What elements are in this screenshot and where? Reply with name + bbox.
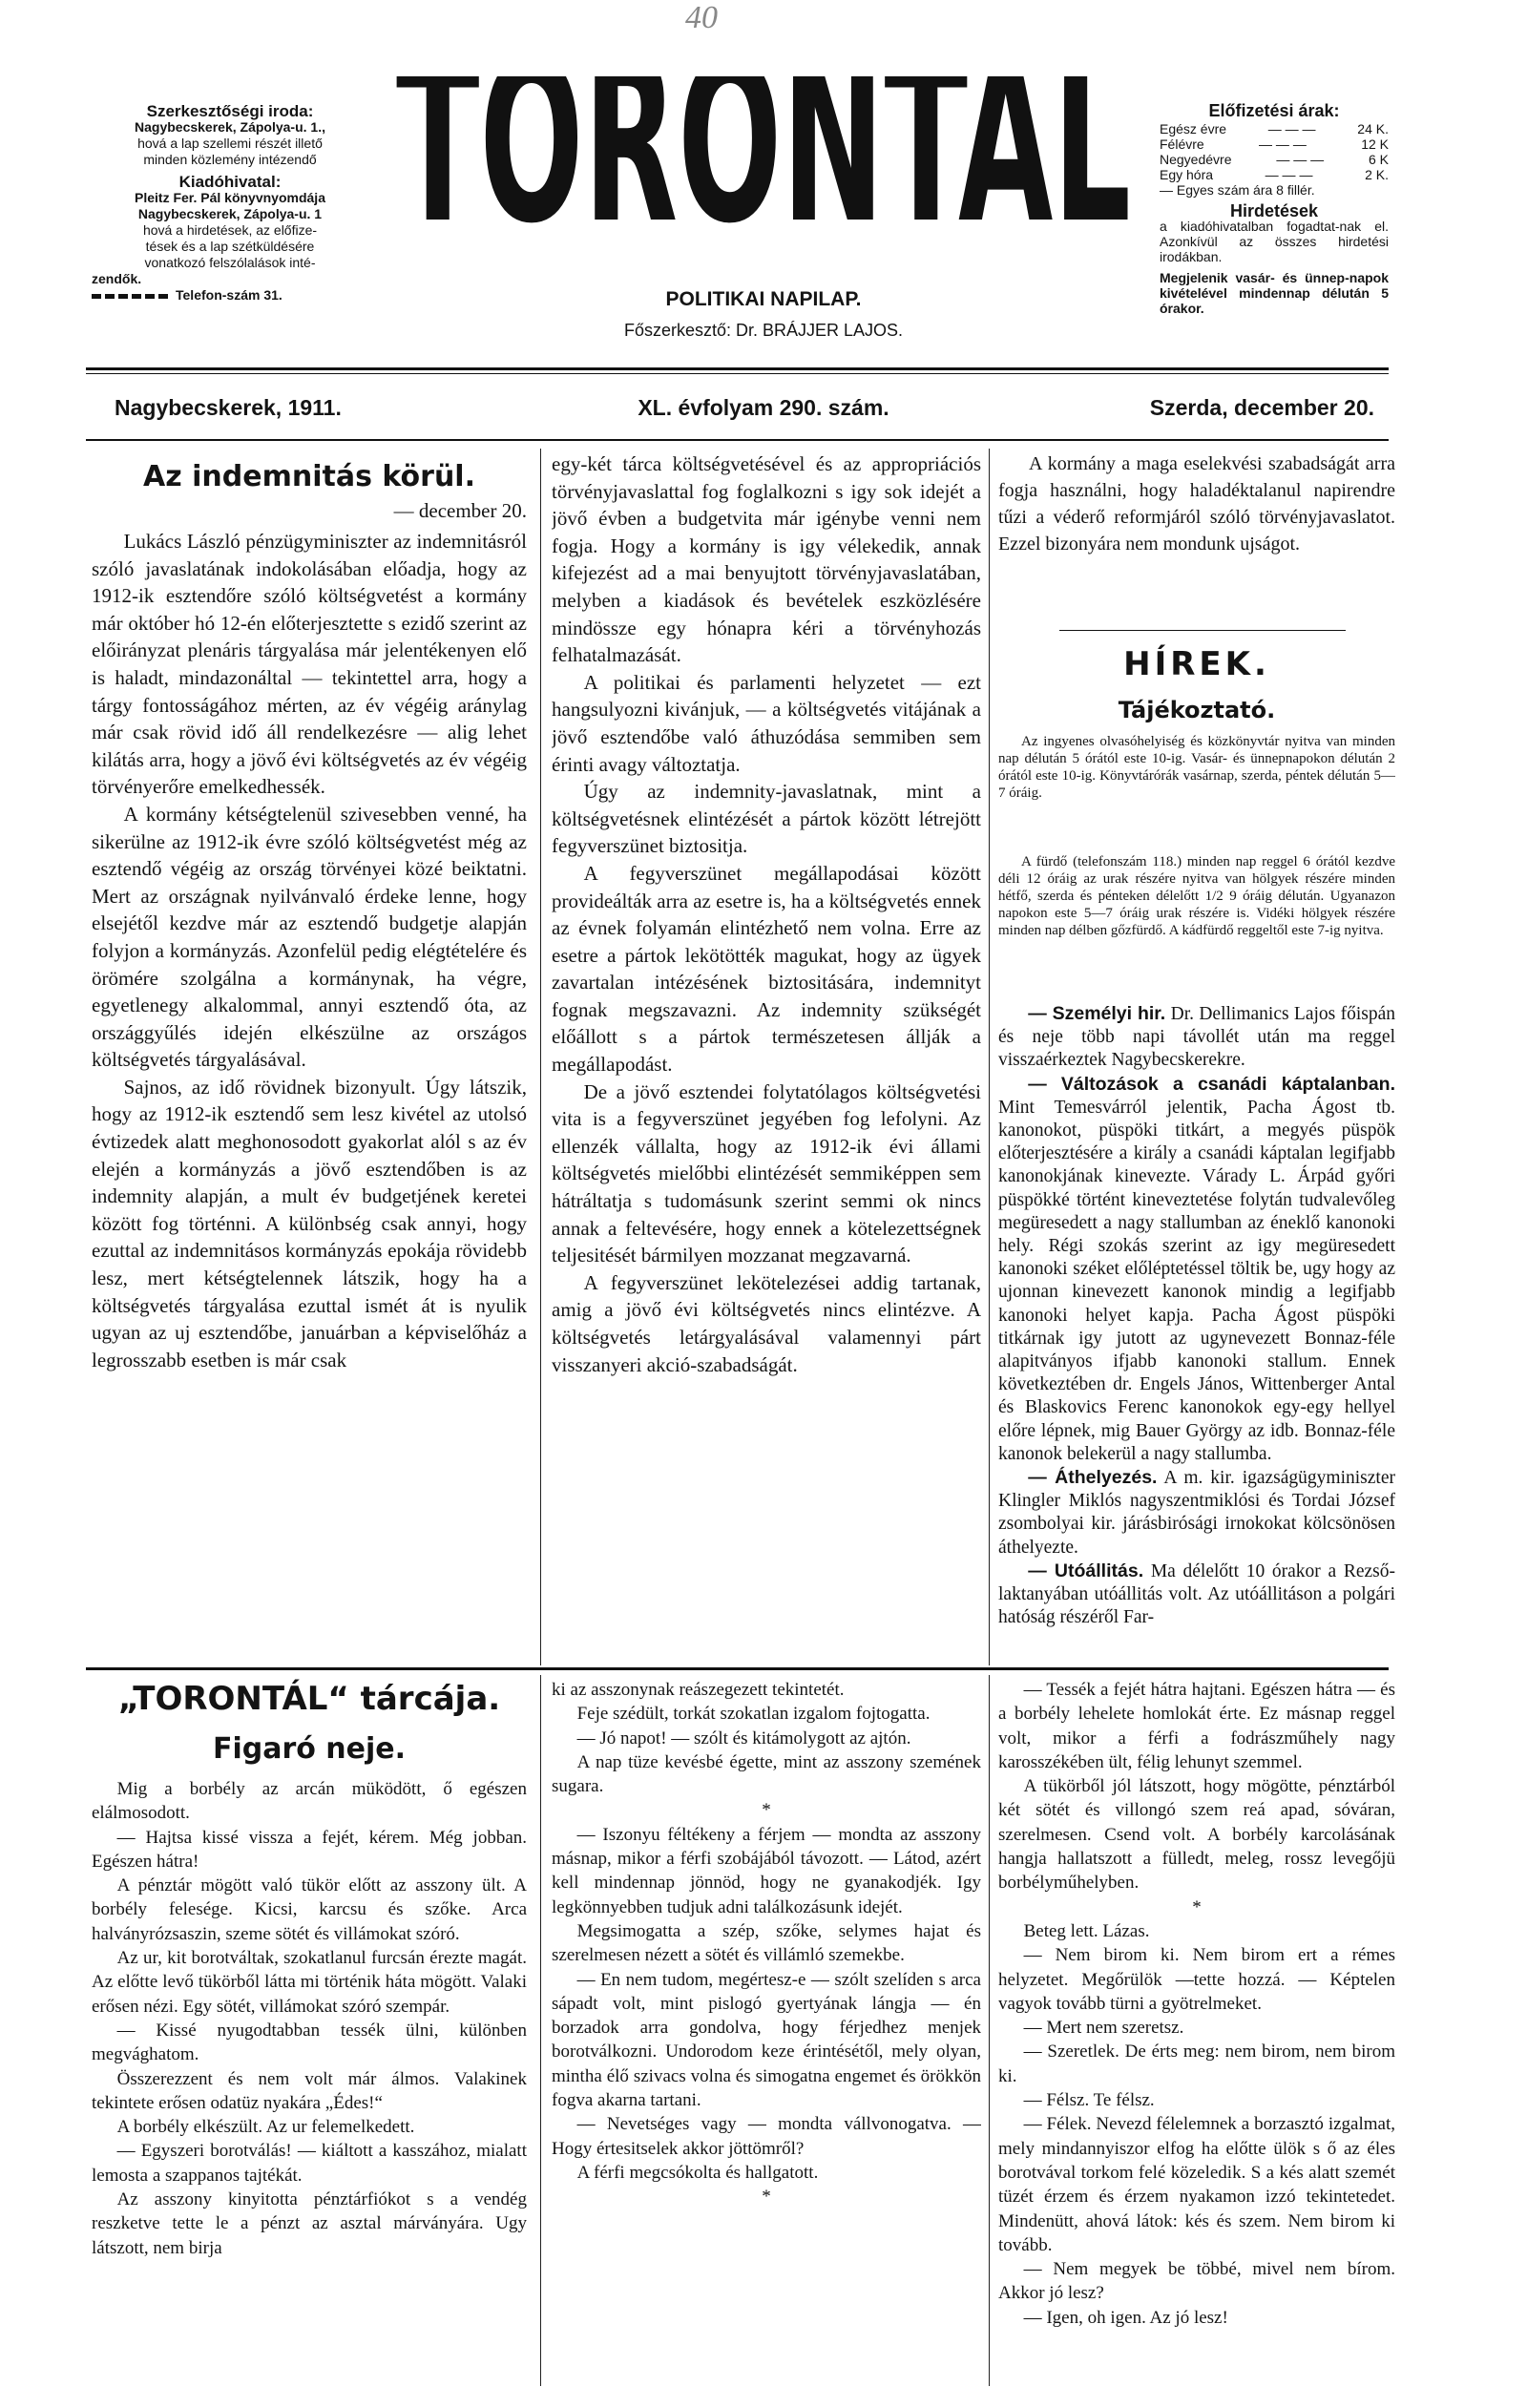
paragraph: — Iszonyu féltékeny a férjem — mondta az asszony másnap, mikor a férfi szobájából távozott. — Látod, azért kell mindennap jönnöd, hogy ne gyanakodjék. Igy legkönnyebben tudjuk adni találkozásunk idejét.	[552, 1824, 981, 1917]
feuilleton-title: Figaró neje.	[212, 1732, 407, 1766]
price-label: Egész évre	[1160, 121, 1227, 136]
publisher-line-5: vonatkozó felszólalások inté-	[144, 255, 316, 270]
ads-title: Hirdetések	[1229, 201, 1319, 220]
feuilleton-column-3	[998, 1678, 1395, 2394]
article-column-1	[92, 528, 527, 1644]
column-rule	[989, 1675, 990, 2386]
paragraph: A pénztár mögött való tükör előtt az asszony ült. A borbély felesége. Kicsi, karcsu és szőke. Arca halványrózsaszin, szeme sötét és villámokat szóró.	[92, 1875, 527, 1944]
feuilleton-column-2	[552, 1678, 981, 2394]
publisher-line-2: Nagybecskerek, Zápolya-u. 1	[137, 206, 323, 221]
news-item-head: — Személyi hir.	[1028, 1003, 1166, 1024]
subscription-box	[1160, 103, 1389, 316]
office-desc-2: minden közlemény intézendő	[143, 152, 317, 167]
news-item	[998, 1466, 1395, 1560]
price-row: Egy hóra — — — 2 K.	[1160, 167, 1389, 182]
publisher-line-6: zendők.	[92, 271, 142, 286]
column-rule	[540, 1675, 541, 2386]
paragraph: — Jó napot! — szólt és kitámolygott az ajtón.	[576, 1727, 911, 1748]
paragraph: A politikai és parlamenti helyzetet — ezt hangsulyozni kivánjuk, — a költségvetés vitájának a jövő esztendőbe való áthuzódása semmiben sem érinti avagy változtatja.	[552, 670, 981, 776]
paragraph: Az ur, kit borotváltak, szokatlanul furcsán érezte magát. Az előtte levő tükörből látta mi történik háta mögött. Valaki erősen nézi. Egy sötét, villámokat szóró szempár.	[92, 1948, 527, 2017]
paragraph: — Hajtsa kissé vissza a fejét, kérem. Még jobban. Egészen hátra!	[92, 1827, 527, 1872]
paragraph: Megsimogatta a szép, szőke, selymes hajat és szerelmesen nézett a sötét és villámló szemekbe.	[552, 1920, 981, 1966]
paragraph: A kormány a maga eselekvési szabadságát arra fogja használni, hogy haladéktalanul napirendre tűzi a véderő reformjáról szóló törvényjavaslatot. Ezzel bizonyára nem mondunk ujságot.	[998, 453, 1395, 555]
news-item-text: Mint Temesvárról jelentik, Pacha Ágost tb. kanonokot, püspöki titkárt, a megyés püspök előterjesztésére a király a csanádi káptalan legifjabb kanonokjának kinevezte. Várady L. Árpád győri püspökké történt kineveztetése folytán tudvalevőleg megüresedett a nagy stallumban az éneklő kanonoki hely. Régi szokás szerint az igy megüresedett kanonoki széket előléptetéssel töltik be, ugy hogy az ujonnan kinevezett kanonok mindig a legifjabb kanonoki helyet kapja. Pacha Ágost püspöki titkárnak igy jutott az ugynevezett Bonnaz-féle alapitványos ifjabb kanonoki stallum. Ennek következtében dr. Engels János, Wittenberger Antal és Blaskovics Ferenc kanonokok egy-egy hellyel előre lépnek, mig Bauer György az idb. Bonnaz-féle kanonok belekerül a nagy stallumba.	[998, 1097, 1395, 1464]
article-column-2	[552, 450, 981, 1682]
price-label: Félévre	[1160, 136, 1204, 152]
news-item-text: Dr. Dellimanics Lajos főispán és neje több napi távollét után ma reggel visszaérkeztek Nagybecskerekre.	[998, 1004, 1395, 1071]
decor-rule	[92, 294, 168, 299]
news-rule-top	[1059, 630, 1346, 631]
price-row: Negyedévre — — — 6 K	[1160, 152, 1389, 167]
paragraph: — Egyszeri borotválás! — kiáltott a kasszához, mialatt lemosta a szappanos tajtékát.	[92, 2141, 527, 2186]
info-bath	[998, 853, 1395, 985]
paragraph: A férfi megcsókolta és hallgatott.	[576, 2162, 819, 2183]
feuilleton-rule	[86, 1667, 1389, 1670]
paragraph: A borbély elkészült. Az ur felemelkedett.	[116, 2117, 415, 2138]
header-rule-thin	[86, 373, 1389, 374]
price-label: Negyedévre	[1160, 152, 1232, 167]
section-break: *	[762, 1800, 771, 1821]
header-stamp: 40	[685, 0, 718, 35]
paragraph: — Nem megyek be többé, mivel nem bírom. Akkor jó lesz?	[998, 2259, 1395, 2304]
column-rule	[989, 449, 990, 1665]
dateline-rule	[86, 439, 1389, 441]
paragraph: A fegyverszünet lekötelezései addig tartanak, amig a jövő évi költségvetés nincs elintézve. A költségvetés letárgyalásával valamennyi párt visszanyeri akció-szabadságát.	[552, 1270, 981, 1376]
masthead-subtitle: POLITIKAI NAPILAP.	[665, 288, 862, 310]
news-items	[998, 1002, 1395, 1651]
paragraph: De a jövő esztendei folytatólagos költségvetési vita is a fegyverszünet jegyében fog lefolyni. Az ellenzék vállalta, hogy az 1912-ik évi állami költségvetés mielőbbi elintézését semmiképpen sem hátráltatja s tudomásunk szerint semmi ok nincs annak a feltevésére, hogy ennek a kötelezettségnek teljesitését bármilyen mozzanat megzavarná.	[552, 1079, 981, 1267]
paragraph: — Félek. Nevezd félelemnek a borzasztó izgalmat, mely mindannyiszor elfog ha előtte ülök s ő az éles borotvával torkom felé közeledik. S a kés alatt szemét tüzét érzem és érzem nyakamon izzó tekintetedet. Mindenütt, ahová látok: kés és szem. Nem birom ki tovább.	[998, 2114, 1395, 2255]
paragraph: A tükörből jól látszott, hogy mögötte, pénztárból két sötét és villongó szem reá apad, sóváran, szerelmesen. Csend volt. A borbély karcolásának hangja hallatszott a fülledt, meleg, rossz levegőjü borbélyműhelyben.	[998, 1776, 1395, 1894]
paragraph: — Nem birom ki. Nem birom ert a rémes helyzetet. Megőrülök —tette hozzá. — Képtelen vagyok tovább türni a gyötrelmeket.	[998, 1945, 1395, 2014]
price-label: Egy hóra	[1160, 167, 1214, 182]
price-value: 2 K.	[1365, 167, 1389, 182]
article-column-3	[998, 450, 1395, 594]
header-rule	[86, 367, 1389, 370]
paragraph: egy-két tárca költségvetésével és az appropriációs törvényjavaslattal fog foglalkozni s igy sok idejét a jövő évben a budgetvita már igénybe venni nem fogja. Hogy a kormány is igy vélekedik, annak kifejezést ad a mai benyujtott törvényjavaslatában, melyben a kiadások és bevételek eszközlésére mindössze egy hónapra kéri a törvényhozás felhatalmazását.	[552, 452, 981, 667]
paragraph: — Mert nem szeretsz.	[1023, 2018, 1184, 2039]
paragraph: Beteg lett. Lázas.	[1023, 1920, 1150, 1941]
paragraph: — Tessék a fejét hátra hajtani. Egészen hátra — és a borbély lehelete homlokát érte. Ez másnap reggel volt, mikor a férfi a fodrászműhely nagy karosszékében ült, félig lehunyt szemmel.	[998, 1680, 1395, 1772]
editorial-office-box	[92, 103, 368, 304]
news-item	[998, 1560, 1395, 1630]
publisher-line-1: Pleitz Fer. Pál könyvnyomdája	[135, 190, 325, 205]
info-library-text: Az ingyenes olvasóhelyiség és közkönyvtár nyitva van minden nap délután 5 órától este 10-ig. Vasár- és ünnepnapokon délután 2 órától este 10-ig. Könyvtárórák vasárnap, szerda, péntek délután 5—7 óráig.	[998, 734, 1395, 801]
price-value: 12 K	[1361, 136, 1389, 152]
news-item-text: A m. kir. igazságügyminiszter Klingler Miklós nagyszentmiklósi és Tordai József zsombolyai kir. járásbirósági irnokokat kölcsönösen áthelyezte.	[998, 1468, 1395, 1558]
paragraph: — Kissé nyugodtabban tessék ülni, különben megvághatom.	[92, 2020, 527, 2065]
price-row: Egész évre — — — 24 K.	[1160, 121, 1389, 136]
paragraph: Úgy az indemnity-javaslatnak, mint a költségvetésnek elintézését a pártok között létrejött fegyverszünet biztositja.	[552, 780, 981, 858]
paragraph: ki az asszonynak reászegezett tekintetét.	[552, 1680, 845, 1700]
masthead	[382, 76, 1145, 282]
info-bath-text: A fürdő (telefonszám 118.) minden nap reggel 6 órától kezdve déli 12 óráig az urak részére nyitva van hölgyek részére minden hétfő, szerda és pénteken délelőtt 1/2 9 óráig délután. Ugyanazon napokon este 5—7 óráig urak részére is. Vidéki hölgyek részére minden nap délben gőzfürdő. A kádfürdő reggeltől este 7-ig nyitva.	[998, 854, 1395, 938]
dateline-place: Nagybecskerek, 1911.	[115, 395, 342, 420]
paragraph: A nap tüze kevésbé égette, mint az asszony szemének sugara.	[552, 1751, 981, 1797]
dateline-date: Szerda, december 20.	[1149, 395, 1374, 420]
editor-in-chief: Főszerkesztő: Dr. BRÁJJER LAJOS.	[623, 321, 904, 340]
paragraph: A fegyverszünet megállapodásai között provideálták arra az esetre is, ha a költségvetés ennek az évnek folyamán elintézhető nem volna. Erre az esetre a pártok lekötötték magukat, hogy az ügyek zavartalan intézésének biztositására, indemnityt fognak megszavazni. Az indemnity szükségét előállott s a pártok természetesen állják a megállapodást.	[552, 861, 981, 1077]
article-dateline: — december 20.	[393, 499, 527, 522]
publication-schedule: Megjelenik vasár- és ünnep-napok kivételével mindennap délután 5 órakor.	[1160, 270, 1389, 316]
paragraph: Összerezzent és nem volt már álmos. Valakinek tekintete erősen odatüz nyakára „Édes!“	[92, 2068, 527, 2113]
subscription-title: Előfizetési árak:	[1208, 101, 1340, 120]
paragraph: — En nem tudom, megértesz-e — szólt szelíden s arca sápadt volt, mint pislogó gyertyának lángja — én borzadok arra gondolva, hogy férjedhez menjek borotválkozni. Undorodom keze érintésétől, mely olyan, mintha élő szivacs volna és simogatna engemet és örökkön fogva akarna tartani.	[552, 1969, 981, 2111]
news-title: HÍREK.	[1123, 645, 1270, 683]
news-item	[998, 1002, 1395, 1073]
news-item-head: — Áthelyezés.	[1028, 1467, 1158, 1489]
column-rule	[540, 449, 541, 1665]
paragraph: Mig a borbély az arcán müködött, ő egészen elálmosodott.	[92, 1779, 527, 1824]
paragraph: — Szeretlek. De érts meg: nem birom, nem birom ki.	[998, 2042, 1395, 2086]
masthead-logo	[382, 76, 1145, 282]
paragraph: — Félsz. Te félsz.	[1023, 2090, 1155, 2111]
news-item-text: Ma délelőtt 10 órakor a Rezső-laktanyában utóállitás volt. Az utóállitáson a polgári hatóság részéről Far-	[998, 1560, 1395, 1628]
dateline-issue: XL. évfolyam 290. szám.	[638, 395, 889, 420]
paragraph: Feje szédült, torkát szokatlan izgalom fojtogatta.	[576, 1704, 931, 1725]
paragraph: Az asszony kinyitotta pénztárfiókot s a vendég reszketve tette le a pénzt az asztal márványára. Ugy látszott, nem birja	[92, 2189, 527, 2258]
office-title: Szerkesztőségi iroda:	[146, 102, 314, 120]
ads-text: a kiadóhivatalban fogadtat-nak el. Azonkívül az összes hirdetési irodákban.	[1160, 219, 1389, 264]
section-break: *	[762, 2187, 771, 2208]
single-issue-price: — Egyes szám ára 8 fillér.	[1160, 182, 1315, 198]
publisher-line-3: hová a hirdetések, az előfize-	[142, 222, 318, 238]
paragraph: A kormány kétségtelenül szivesebben venné, ha sikerülne az 1912-ik évre szóló költségvetést még az esztendő végéig az ország törvényei közé beiktatni. Mert az országnak nyilvánvaló érdeke lenne, hogy elsejétől kezdve már az esztendő budgetje alapján folyjon a kormányzás. Azonfelül pedig elégtételére és örömére szolgálna a kormánynak, ha végre, egyetlenegy alkalommal, annyi esztendő óta, az országgyűlés idején elkészülne az országos költségvetés tárgyalásával.	[92, 802, 527, 1072]
masthead-title: TORONTÁL	[396, 76, 1131, 273]
paragraph: Sajnos, az idő rövidnek bizonyult. Úgy látszik, hogy az 1912-ik esztendő sem lesz kivétel az utolsó évtizedek alatt meghonosodott gyakorlat alól s az év elején a kormányzás a jövő esztendőben is az indemnity alapján, a mult év budgetjének keretei között fog történni. A különbség csak annyi, hogy ezuttal az indemnitásos kormányzás epokája rövidebb lesz, mert kétségtelennek látszik, hogy ha a költségvetés tárgyalása ezuttal ismét át is nyulik ugyan az uj esztendőbe, januárban a képviselőház a legrosszabb esetben is már csak	[92, 1075, 527, 1372]
office-address: Nagybecskerek, Zápolya-u. 1.,	[135, 119, 325, 135]
article-title: Az indemnitás körül.	[143, 460, 475, 493]
price-value: 6 K	[1368, 152, 1389, 167]
info-library	[998, 733, 1395, 815]
paragraph: Lukács László pénzügyminiszter az indemnitásról szóló javaslatának indokolásában előadja, hogy az 1912-ik esztendőre szóló költségvetést a kormány már október hó 12-én előterjesztette s ezidő szerint az előirányzat plenáris tárgyalása már jelentékenyen elő is haladt, mindazonáltal — tekintettel arra, hogy a tárgy fontosságához mérten, az év végéig aránylag már csak rövid idő áll rendelkezésre — alig lehet kilátás arra, hogy a jövő évi költségvetés az év végéig törvényerőre emelkedhessék.	[92, 530, 527, 799]
office-desc-1: hová a lap szellemi részét illető	[137, 136, 323, 151]
paragraph: — Igen, oh igen. Az jó lesz!	[1023, 2307, 1228, 2328]
telephone-number: Telefon-szám 31.	[176, 287, 282, 303]
price-row: Félévre — — — 12 K	[1160, 136, 1389, 152]
price-value: 24 K.	[1357, 121, 1389, 136]
news-item-head: — Változások a csanádi káptalanban.	[1028, 1073, 1395, 1095]
news-item-head: — Utóállitás.	[1028, 1560, 1144, 1581]
publisher-title: Kiadóhivatal:	[178, 173, 282, 191]
publisher-line-4: tések és a lap szétküldésére	[145, 239, 315, 254]
section-break: *	[1192, 1896, 1202, 1917]
paragraph: — Nevetséges vagy — mondta vállvonogatva. — Hogy értesitselek akkor jöttömről?	[552, 2114, 981, 2159]
info-title: Tájékoztató.	[1118, 697, 1276, 723]
news-item	[998, 1073, 1395, 1466]
feuilleton-header: „TORONTÁL“ tárcája.	[117, 1680, 501, 1718]
feuilleton-column-1	[92, 1777, 527, 2398]
